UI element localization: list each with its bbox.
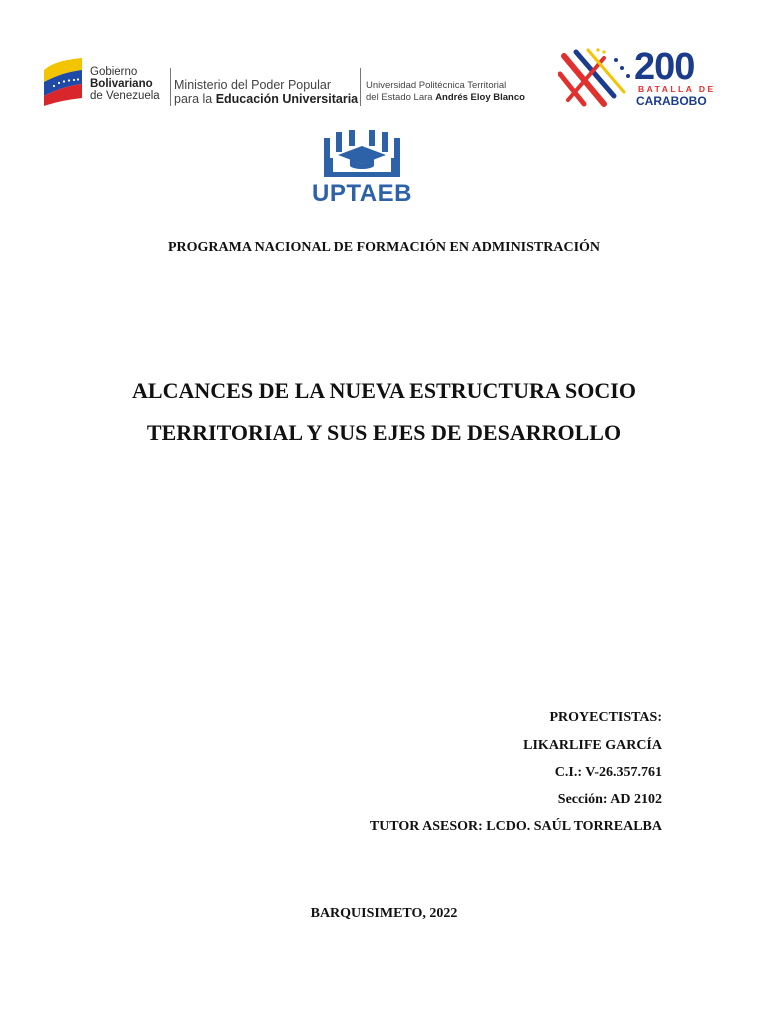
proyectistas-label: PROYECTISTAS: — [549, 710, 662, 725]
tutor-asesor: TUTOR ASESOR: LCDO. SAÚL TORREALBA — [369, 819, 662, 834]
uptaeb-wordmark: UPTAEB — [312, 180, 412, 207]
divider — [360, 68, 361, 106]
university-building-graduation-cap-icon — [316, 128, 408, 180]
bicentenario-stripes-icon — [558, 48, 632, 108]
bicentenario-logo — [558, 46, 718, 110]
programa-heading: PROGRAMA NACIONAL DE FORMACIÓN EN ADMINISTRACIÓN — [167, 240, 601, 255]
author-name: LIKARLIFE GARCÍA — [523, 738, 662, 753]
ministerio-text: Ministerio del Poder Popular para la Educación Universitaria — [174, 78, 359, 106]
document-title-line-2: TERRITORIAL Y SUS EJES DE DESARROLLO — [146, 420, 622, 445]
header-logos — [42, 50, 532, 110]
bicentenario-title: CARABOBO — [636, 94, 707, 108]
author-ci: C.I.: V-26.357.761 — [554, 765, 662, 780]
place-date: BARQUISIMETO, 2022 — [310, 906, 458, 921]
gobierno-bolivariano-text: Gobierno Bolivariano de Venezuela — [90, 66, 160, 102]
bicentenario-number: 200 — [634, 46, 695, 88]
divider — [170, 68, 171, 106]
uptaeb-logo — [300, 128, 424, 214]
universidad-text: Universidad Politécnica Territorial del Estado Lara Andrés Eloy Blanco — [366, 80, 525, 103]
document-title-line-1: ALCANCES DE LA NUEVA ESTRUCTURA SOCIO — [132, 378, 636, 403]
bicentenario-subtitle: BATALLA DE — [638, 84, 716, 94]
author-section: Sección: AD 2102 — [557, 792, 662, 807]
venezuela-flag-icon — [42, 56, 86, 106]
